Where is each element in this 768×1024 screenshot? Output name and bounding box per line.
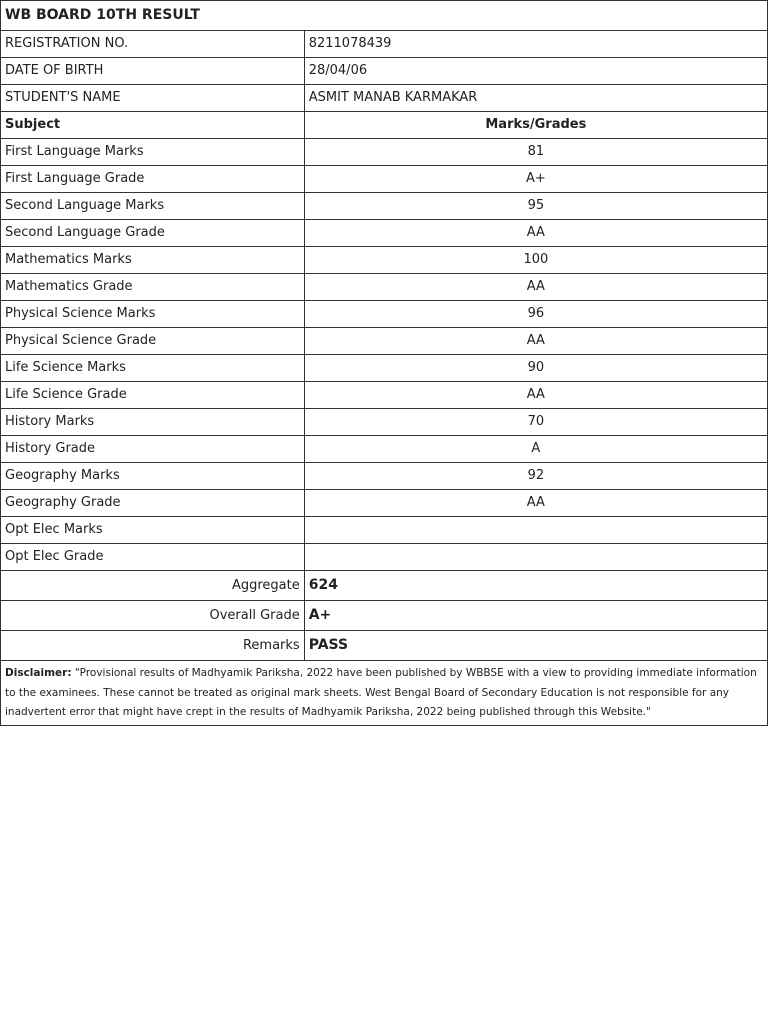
table-row <box>1 382 768 409</box>
table-row <box>1 193 768 220</box>
info-value: ASMIT MANAB KARMAKAR <box>304 85 767 112</box>
subject-value <box>304 544 767 571</box>
subject-label: Opt Elec Grade <box>1 544 305 571</box>
info-row-registration <box>1 31 768 58</box>
aggregate-value: 624 <box>304 571 767 601</box>
table-row <box>1 517 768 544</box>
summary-label: Aggregate <box>1 571 305 601</box>
table-row <box>1 436 768 463</box>
subject-value: 90 <box>304 355 767 382</box>
subject-label: Second Language Grade <box>1 220 305 247</box>
subject-label: History Marks <box>1 409 305 436</box>
table-row <box>1 463 768 490</box>
subject-label: First Language Grade <box>1 166 305 193</box>
summary-label: Remarks <box>1 631 305 661</box>
table-row <box>1 355 768 382</box>
subject-label: Second Language Marks <box>1 193 305 220</box>
subject-label: Life Science Marks <box>1 355 305 382</box>
subject-value: AA <box>304 382 767 409</box>
overall-grade-value: A+ <box>304 601 767 631</box>
subject-value: A <box>304 436 767 463</box>
marks-header: Marks/Grades <box>304 112 767 139</box>
table-row <box>1 139 768 166</box>
remarks-value: PASS <box>304 631 767 661</box>
subject-value: AA <box>304 220 767 247</box>
subject-header: Subject <box>1 112 305 139</box>
subject-label: History Grade <box>1 436 305 463</box>
subject-value: 92 <box>304 463 767 490</box>
subject-value <box>304 517 767 544</box>
subject-value: 95 <box>304 193 767 220</box>
subject-value: 70 <box>304 409 767 436</box>
subject-value: 96 <box>304 301 767 328</box>
result-title: WB BOARD 10TH RESULT <box>1 1 768 31</box>
table-row <box>1 274 768 301</box>
table-row <box>1 328 768 355</box>
info-label: STUDENT'S NAME <box>1 85 305 112</box>
info-label: REGISTRATION NO. <box>1 31 305 58</box>
subject-value: 81 <box>304 139 767 166</box>
subject-label: Physical Science Marks <box>1 301 305 328</box>
subject-value: AA <box>304 274 767 301</box>
summary-row-overall-grade <box>1 601 768 631</box>
subject-label: Opt Elec Marks <box>1 517 305 544</box>
table-row <box>1 247 768 274</box>
table-row <box>1 166 768 193</box>
table-row <box>1 301 768 328</box>
subject-label: Mathematics Grade <box>1 274 305 301</box>
disclaimer <box>1 661 768 726</box>
title-row <box>1 1 768 31</box>
info-row-dob <box>1 58 768 85</box>
disclaimer-text: "Provisional results of Madhyamik Pariksha, 2022 have been published by WBBSE with a view to providing immediate information to the examinees. These cannot be treated as original mark sheets. West Bengal Board of Secondary Education is not responsible for any inadvertent error that might have crept in the results of Madhyamik Pariksha, 2022 being published through this Website." <box>5 667 757 718</box>
table-header-row <box>1 112 768 139</box>
info-value: 28/04/06 <box>304 58 767 85</box>
info-row-name <box>1 85 768 112</box>
table-row <box>1 544 768 571</box>
subject-value: A+ <box>304 166 767 193</box>
info-label: DATE OF BIRTH <box>1 58 305 85</box>
subject-value: 100 <box>304 247 767 274</box>
subject-label: Physical Science Grade <box>1 328 305 355</box>
info-value: 8211078439 <box>304 31 767 58</box>
subject-value: AA <box>304 490 767 517</box>
summary-label: Overall Grade <box>1 601 305 631</box>
table-row <box>1 220 768 247</box>
subject-label: Geography Grade <box>1 490 305 517</box>
subject-label: Geography Marks <box>1 463 305 490</box>
table-row <box>1 409 768 436</box>
disclaimer-label: Disclaimer: <box>5 667 72 679</box>
subject-label: Mathematics Marks <box>1 247 305 274</box>
table-row <box>1 490 768 517</box>
summary-row-remarks <box>1 631 768 661</box>
disclaimer-row <box>1 661 768 726</box>
summary-row-aggregate <box>1 571 768 601</box>
subject-label: First Language Marks <box>1 139 305 166</box>
subject-label: Life Science Grade <box>1 382 305 409</box>
subject-value: AA <box>304 328 767 355</box>
